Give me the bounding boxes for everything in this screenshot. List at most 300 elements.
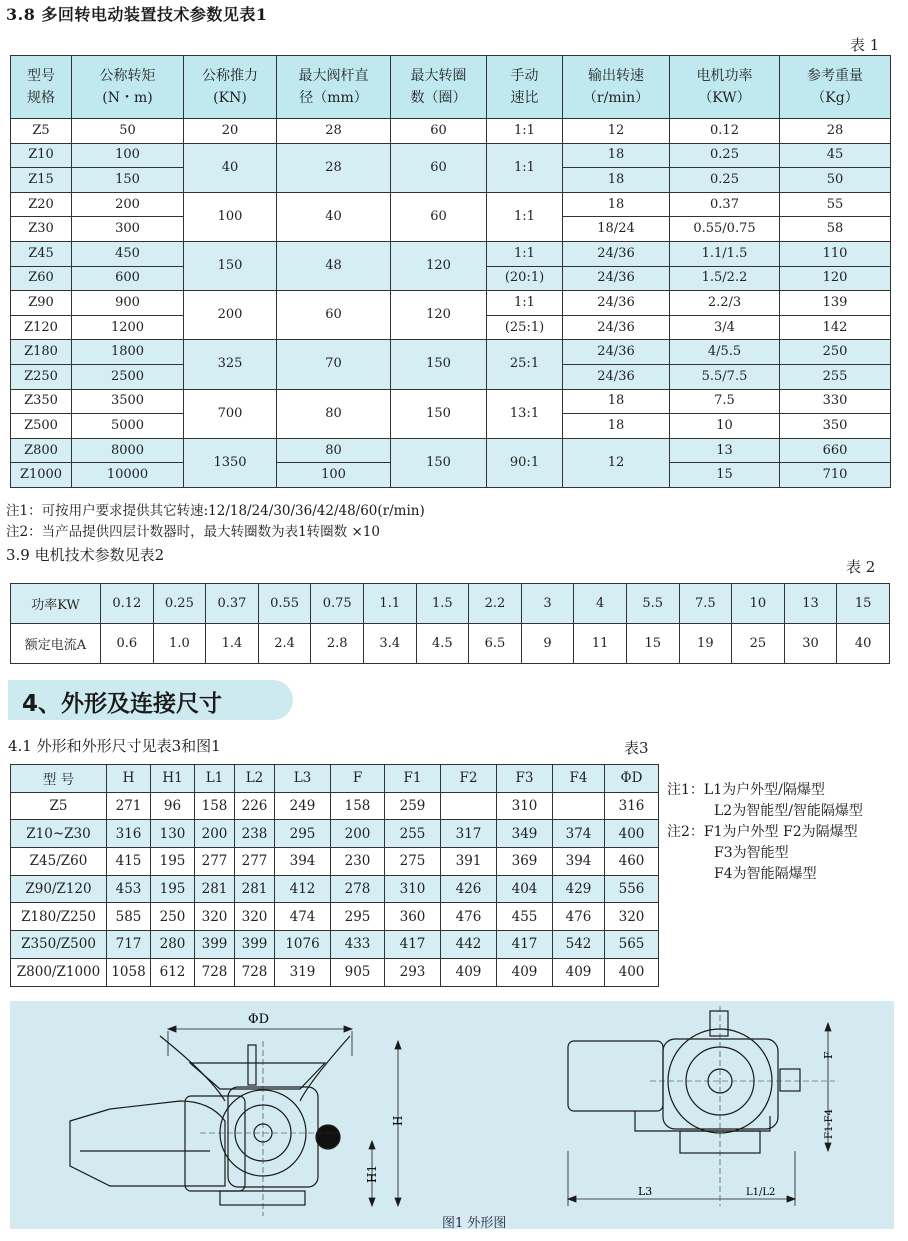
table-row [11, 340, 891, 365]
t3-col-header: F [331, 765, 385, 793]
table1-label: 表 1 [850, 36, 880, 54]
table-cell: 1076 [275, 931, 331, 959]
table-cell: 18 [563, 168, 670, 193]
table-cell: 905 [331, 958, 385, 986]
table-cell: 360 [385, 903, 441, 931]
table-cell: 409 [497, 958, 553, 986]
table-row [11, 875, 659, 903]
t1-col-header [487, 56, 563, 119]
table-cell: 150 [184, 241, 277, 290]
table-cell: 100 [184, 192, 277, 241]
current-cell: 30 [784, 624, 837, 664]
table-cell: 5000 [72, 414, 184, 439]
current-cell: 1.0 [153, 624, 206, 664]
current-cell: 1.4 [206, 624, 259, 664]
power-cell: 2.2 [469, 584, 522, 624]
t3-note-d: F3为智能型 [714, 845, 789, 861]
current-label: 额定电流A [11, 624, 101, 664]
table-cell: 28 [277, 143, 391, 192]
table-cell: 310 [497, 792, 553, 820]
table-cell: 18 [563, 143, 670, 168]
t3-col-header: H [107, 765, 151, 793]
table-cell: 250 [151, 903, 195, 931]
table-cell: 717 [107, 931, 151, 959]
table-cell: Z45 [11, 241, 72, 266]
table-cell: 142 [780, 315, 891, 340]
table-cell: 660 [780, 438, 891, 463]
table3-label: 表3 [624, 739, 649, 757]
table-row [11, 848, 659, 876]
t1-header-line: (N・m) [102, 90, 153, 106]
table-cell: 330 [780, 389, 891, 414]
table-cell: 3/4 [670, 315, 780, 340]
power-cell: 15 [837, 584, 890, 624]
table-cell: 18 [563, 389, 670, 414]
label-L1-L2: L1/L2 [746, 1187, 776, 1198]
t3-col-header: 型 号 [11, 765, 107, 793]
table-cell: 293 [385, 958, 441, 986]
table-cell: 0.12 [670, 119, 780, 144]
table-cell: 1350 [184, 438, 277, 487]
power-cell: 0.37 [206, 584, 259, 624]
table-cell: 150 [72, 168, 184, 193]
table-cell: 320 [605, 903, 659, 931]
power-cell: 3 [521, 584, 574, 624]
table-cell: 320 [235, 903, 275, 931]
table-cell: 476 [441, 903, 497, 931]
t3-col-header: F2 [441, 765, 497, 793]
table-cell: 433 [331, 931, 385, 959]
table-cell: 40 [184, 143, 277, 192]
table-cell: 200 [195, 820, 235, 848]
table-cell: 150 [391, 389, 487, 438]
section-3-9-title: 3.9 电机技术参数见表2 [6, 546, 165, 564]
table-cell: Z350/Z500 [11, 931, 107, 959]
table-cell: 281 [195, 875, 235, 903]
table-cell: 1:1 [487, 192, 563, 241]
figure1-outline-drawing [10, 1001, 894, 1229]
table-cell: 399 [235, 931, 275, 959]
current-cell: 19 [679, 624, 732, 664]
table-cell: Z180/Z250 [11, 903, 107, 931]
table-cell: 24/36 [563, 291, 670, 316]
table-cell: 60 [391, 192, 487, 241]
table-cell: 24/36 [563, 241, 670, 266]
table-cell: 710 [780, 463, 891, 488]
current-cell: 4.5 [416, 624, 469, 664]
current-cell: 9 [521, 624, 574, 664]
table-cell: 24/36 [563, 340, 670, 365]
table1-spec-params [10, 55, 891, 488]
table-cell: 195 [151, 875, 195, 903]
table-cell: 12 [563, 438, 670, 487]
table-cell: 280 [151, 931, 195, 959]
table-cell: 409 [441, 958, 497, 986]
table-cell: 48 [277, 241, 391, 290]
table-cell: 0.37 [670, 192, 780, 217]
table-row [11, 192, 891, 217]
table-cell: 238 [235, 820, 275, 848]
table-cell: 18/24 [563, 217, 670, 242]
note-1: 注1：可按用户要求提供其它转速:12/18/24/30/36/42/48/60(r/min) [6, 503, 425, 519]
table-cell: 404 [497, 875, 553, 903]
table-cell: 200 [184, 291, 277, 340]
figure1-caption: 图1 外形图 [442, 1216, 507, 1231]
table-row [11, 119, 891, 144]
table-cell: 24/36 [563, 315, 670, 340]
t1-header-line: 最大转圈 [410, 68, 467, 84]
table-cell: 426 [441, 875, 497, 903]
t1-header-line: （r/min） [582, 90, 650, 106]
table-cell: (25:1) [487, 315, 563, 340]
table-cell: 350 [780, 414, 891, 439]
table-cell: 900 [72, 291, 184, 316]
table-cell: 195 [151, 848, 195, 876]
table-cell: 442 [441, 931, 497, 959]
table-cell: Z500 [11, 414, 72, 439]
table-cell: 565 [605, 931, 659, 959]
table-row [11, 241, 891, 266]
t1-header-line: 手动 [510, 68, 539, 84]
note-2: 注2：当产品提供四层计数器时，最大转圈数为表1转圈数 ×10 [6, 524, 380, 540]
power-cell: 7.5 [679, 584, 732, 624]
table-cell: 300 [72, 217, 184, 242]
power-label: 功率KW [11, 584, 101, 624]
table-cell: 226 [235, 792, 275, 820]
table-cell: 255 [385, 820, 441, 848]
table-cell: 28 [277, 119, 391, 144]
t3-col-header: H1 [151, 765, 195, 793]
t1-header-line: 数（圈） [410, 90, 467, 106]
table-cell: Z90/Z120 [11, 875, 107, 903]
table-cell: 12 [563, 119, 670, 144]
table-cell: Z20 [11, 192, 72, 217]
table-cell: 394 [275, 848, 331, 876]
table-cell: 700 [184, 389, 277, 438]
t1-header-line: 公称推力 [202, 68, 258, 84]
table-cell: 391 [441, 848, 497, 876]
table-cell: Z350 [11, 389, 72, 414]
table-cell: 320 [195, 903, 235, 931]
t1-header-line: 速比 [510, 90, 539, 106]
table-cell: 24/36 [563, 266, 670, 291]
t3-col-header: L1 [195, 765, 235, 793]
table-cell: 80 [277, 389, 391, 438]
table-cell: 150 [391, 340, 487, 389]
table-cell: 399 [195, 931, 235, 959]
table-cell: 728 [235, 958, 275, 986]
table-cell: Z30 [11, 217, 72, 242]
table3-header-row [11, 765, 659, 793]
power-cell: 0.25 [153, 584, 206, 624]
table-cell: 325 [184, 340, 277, 389]
power-cell: 13 [784, 584, 837, 624]
table-cell: 295 [331, 903, 385, 931]
t1-col-header [563, 56, 670, 119]
table-cell: Z800/Z1000 [11, 958, 107, 986]
table-row [11, 438, 891, 463]
table-cell: 453 [107, 875, 151, 903]
table-cell: 200 [72, 192, 184, 217]
table-cell: 369 [497, 848, 553, 876]
table-cell: Z45/Z60 [11, 848, 107, 876]
table-cell: 60 [391, 143, 487, 192]
t1-header-line: 型号 [27, 68, 55, 84]
table-cell: 7.5 [670, 389, 780, 414]
current-cell: 6.5 [469, 624, 522, 664]
table-cell: 18 [563, 414, 670, 439]
table-cell: 120 [391, 241, 487, 290]
table-cell: 1.1/1.5 [670, 241, 780, 266]
table-row [11, 820, 659, 848]
table-cell: 278 [331, 875, 385, 903]
table-cell: 10000 [72, 463, 184, 488]
table-cell: 1800 [72, 340, 184, 365]
t3-note-e: F4为智能隔爆型 [714, 866, 817, 882]
table-cell: 310 [385, 875, 441, 903]
table-row [11, 291, 891, 316]
table-cell: 349 [497, 820, 553, 848]
t1-header-line: （KW） [698, 90, 751, 106]
table-cell: 45 [780, 143, 891, 168]
table-cell: 8000 [72, 438, 184, 463]
table-cell: 476 [553, 903, 605, 931]
current-cell: 25 [732, 624, 785, 664]
power-cell: 0.55 [258, 584, 311, 624]
t1-col-header [11, 56, 72, 119]
table-cell: 1:1 [487, 291, 563, 316]
table-cell: 455 [497, 903, 553, 931]
table-row [11, 792, 659, 820]
label-L3: L3 [638, 1185, 653, 1198]
table-cell: 60 [277, 291, 391, 340]
t1-header-line: 径（mm） [299, 90, 368, 106]
table-cell: 250 [780, 340, 891, 365]
table-cell: 1:1 [487, 143, 563, 192]
table-row [11, 143, 891, 168]
table-row [11, 389, 891, 414]
table-cell: 2.2/3 [670, 291, 780, 316]
table-cell: 460 [605, 848, 659, 876]
t1-header-line: 最大阀杆直 [298, 68, 369, 84]
table-cell: 319 [275, 958, 331, 986]
table3-dimensions [10, 764, 659, 987]
table-cell: 13:1 [487, 389, 563, 438]
table-cell: Z5 [11, 119, 72, 144]
table-cell: 110 [780, 241, 891, 266]
table-cell: (20:1) [487, 266, 563, 291]
table-cell: 55 [780, 192, 891, 217]
table-cell: 13 [670, 438, 780, 463]
table-cell: Z180 [11, 340, 72, 365]
t1-header-line: 公称转矩 [99, 68, 156, 84]
table-cell: Z120 [11, 315, 72, 340]
table-cell: 429 [553, 875, 605, 903]
table-cell: 317 [441, 820, 497, 848]
table-cell: 28 [780, 119, 891, 144]
table3-notes [667, 780, 863, 885]
t1-header-line: 输出转速 [588, 68, 644, 84]
table-cell: 120 [780, 266, 891, 291]
table-cell: 90:1 [487, 438, 563, 487]
current-cell: 2.8 [311, 624, 364, 664]
table-cell: 316 [605, 792, 659, 820]
t3-col-header: F3 [497, 765, 553, 793]
label-F1-F4: F1-F4 [824, 1109, 835, 1139]
table-row [11, 958, 659, 986]
table-cell: 70 [277, 340, 391, 389]
table-cell: 450 [72, 241, 184, 266]
table-cell: 158 [331, 792, 385, 820]
power-cell: 0.12 [101, 584, 154, 624]
table-cell: 80 [277, 438, 391, 463]
t1-col-header [670, 56, 780, 119]
table-cell: 100 [277, 463, 391, 488]
table-cell: 15 [670, 463, 780, 488]
table-cell [553, 792, 605, 820]
section-3-8-title: 3.8 多回转电动装置技术参数见表1 [6, 5, 268, 24]
table-row [11, 903, 659, 931]
table-cell: 1:1 [487, 119, 563, 144]
table-cell: Z250 [11, 364, 72, 389]
t1-col-header [277, 56, 391, 119]
power-cell: 10 [732, 584, 785, 624]
table-cell: 271 [107, 792, 151, 820]
table-cell: 60 [391, 119, 487, 144]
table-cell: 277 [195, 848, 235, 876]
t3-col-header: F4 [553, 765, 605, 793]
t3-col-header: ΦD [605, 765, 659, 793]
table2-current-row [11, 624, 890, 664]
table-row [11, 931, 659, 959]
t1-header-line: （Kg） [811, 90, 859, 106]
current-cell: 40 [837, 624, 890, 664]
table-cell: 1:1 [487, 241, 563, 266]
table-cell: 0.55/0.75 [670, 217, 780, 242]
table-cell: 50 [780, 168, 891, 193]
table-cell: 409 [553, 958, 605, 986]
table-cell: 412 [275, 875, 331, 903]
table-cell: 474 [275, 903, 331, 931]
table-cell: 259 [385, 792, 441, 820]
table-cell: 139 [780, 291, 891, 316]
table-cell: 417 [497, 931, 553, 959]
table-cell: Z15 [11, 168, 72, 193]
table-cell: 0.25 [670, 143, 780, 168]
table-cell: 277 [235, 848, 275, 876]
table-cell: 10 [670, 414, 780, 439]
current-cell: 15 [626, 624, 679, 664]
t1-header-line: 参考重量 [807, 68, 863, 84]
power-cell: 4 [574, 584, 627, 624]
power-cell: 0.75 [311, 584, 364, 624]
table-cell: 394 [553, 848, 605, 876]
table-cell: 585 [107, 903, 151, 931]
label-F: F [822, 1051, 835, 1059]
section-4-1-title: 4.1 外形和外形尺寸见表3和图1 [8, 737, 221, 755]
table-cell: 374 [553, 820, 605, 848]
table-cell: 20 [184, 119, 277, 144]
table-cell: 612 [151, 958, 195, 986]
table-cell: 100 [72, 143, 184, 168]
table-cell: 200 [331, 820, 385, 848]
current-cell: 2.4 [258, 624, 311, 664]
table-cell: 417 [385, 931, 441, 959]
table-cell: 281 [235, 875, 275, 903]
table-cell: 96 [151, 792, 195, 820]
table-cell: 230 [331, 848, 385, 876]
table-cell: 25:1 [487, 340, 563, 389]
table-cell: 1058 [107, 958, 151, 986]
t1-col-header [780, 56, 891, 119]
label-phiD: ΦD [248, 1012, 270, 1027]
label-H: H [391, 1115, 405, 1126]
table-cell: 3500 [72, 389, 184, 414]
table-cell: 415 [107, 848, 151, 876]
label-H1: H1 [365, 1164, 379, 1183]
table2-power-row [11, 584, 890, 624]
t1-col-header [72, 56, 184, 119]
t1-header-line: (KN) [213, 90, 247, 106]
power-cell: 1.5 [416, 584, 469, 624]
t1-header-line: 电机功率 [696, 68, 753, 84]
table-cell: 295 [275, 820, 331, 848]
table-cell: 40 [277, 192, 391, 241]
table-cell: Z60 [11, 266, 72, 291]
t1-col-header [391, 56, 487, 119]
current-cell: 11 [574, 624, 627, 664]
t3-col-header: L2 [235, 765, 275, 793]
table-cell: Z10~Z30 [11, 820, 107, 848]
table-cell: 130 [151, 820, 195, 848]
t1-col-header [184, 56, 277, 119]
table-cell: 556 [605, 875, 659, 903]
t3-note-c: 注2：F1为户外型 F2为隔爆型 [667, 824, 858, 840]
table-cell: 728 [195, 958, 235, 986]
table-cell: 5.5/7.5 [670, 364, 780, 389]
t3-note-b: L2为智能型/智能隔爆型 [714, 803, 863, 819]
table-cell: 542 [553, 931, 605, 959]
table-cell: Z10 [11, 143, 72, 168]
table-cell: 275 [385, 848, 441, 876]
table-cell [441, 792, 497, 820]
table-cell: 4/5.5 [670, 340, 780, 365]
table-cell: Z5 [11, 792, 107, 820]
table-cell: 18 [563, 192, 670, 217]
table-cell: 400 [605, 820, 659, 848]
table-cell: Z1000 [11, 463, 72, 488]
t3-note-a: 注1：L1为户外型/隔爆型 [667, 782, 825, 798]
table-cell: 120 [391, 291, 487, 340]
table-cell: 0.25 [670, 168, 780, 193]
table-cell: 255 [780, 364, 891, 389]
table-cell: 2500 [72, 364, 184, 389]
t3-col-header: F1 [385, 765, 441, 793]
table2-motor-params [10, 583, 890, 664]
t1-header-line: 规格 [27, 90, 55, 106]
outline-drawing-svg [10, 1001, 894, 1229]
t3-col-header: L3 [275, 765, 331, 793]
table-cell: Z90 [11, 291, 72, 316]
section-4-title: 4、外形及连接尺寸 [8, 680, 293, 720]
table-cell: 50 [72, 119, 184, 144]
table-cell: 1200 [72, 315, 184, 340]
power-cell: 5.5 [626, 584, 679, 624]
table-cell: 1.5/2.2 [670, 266, 780, 291]
table-cell: Z800 [11, 438, 72, 463]
power-cell: 1.1 [363, 584, 416, 624]
table-cell: 158 [195, 792, 235, 820]
